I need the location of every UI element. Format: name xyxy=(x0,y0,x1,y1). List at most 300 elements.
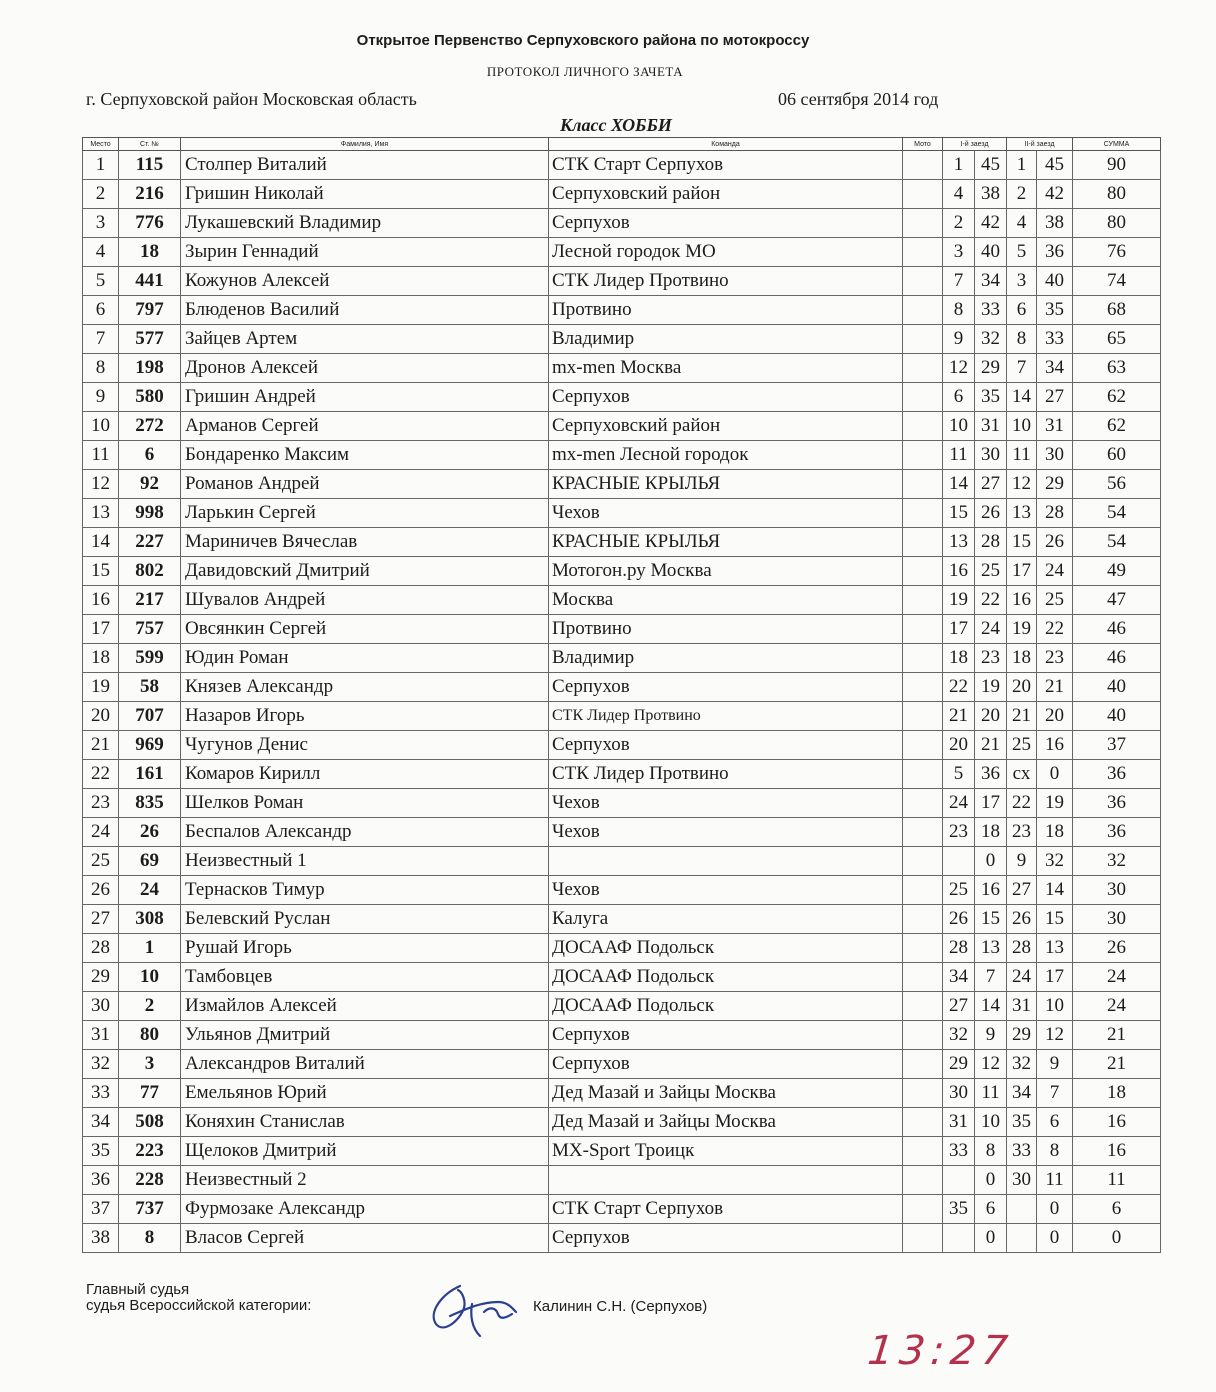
row-team: Серпухов xyxy=(549,1224,903,1253)
row-race2-points: 38 xyxy=(1037,209,1073,238)
row-race2-position: 24 xyxy=(1007,963,1037,992)
row-race1-position: 11 xyxy=(943,441,975,470)
row-start-number: 707 xyxy=(119,702,181,731)
row-start-number: 216 xyxy=(119,180,181,209)
event-title: Открытое Первенство Серпуховского района по мотокроссу xyxy=(356,32,810,49)
row-total: 68 xyxy=(1073,296,1161,325)
row-moto xyxy=(903,441,943,470)
row-moto xyxy=(903,760,943,789)
row-race1-position: 15 xyxy=(943,499,975,528)
row-place: 30 xyxy=(83,992,119,1021)
row-race2-position: 20 xyxy=(1007,673,1037,702)
row-rider-name: Рушай Игорь xyxy=(181,934,549,963)
row-race1-position: 1 xyxy=(943,151,975,180)
row-race1-points: 13 xyxy=(975,934,1007,963)
row-race2-points: 25 xyxy=(1037,586,1073,615)
row-place: 20 xyxy=(83,702,119,731)
row-race1-points: 30 xyxy=(975,441,1007,470)
row-total: 16 xyxy=(1073,1137,1161,1166)
row-race2-points: 19 xyxy=(1037,789,1073,818)
row-rider-name: Беспалов Александр xyxy=(181,818,549,847)
row-race1-points: 12 xyxy=(975,1050,1007,1079)
row-race1-points: 26 xyxy=(975,499,1007,528)
row-race2-points: 36 xyxy=(1037,238,1073,267)
row-place: 36 xyxy=(83,1166,119,1195)
row-race2-points: 27 xyxy=(1037,383,1073,412)
row-race1-points: 11 xyxy=(975,1079,1007,1108)
row-race2-position: 1 xyxy=(1007,151,1037,180)
row-race1-points: 29 xyxy=(975,354,1007,383)
row-race2-position: 9 xyxy=(1007,847,1037,876)
row-start-number: 80 xyxy=(119,1021,181,1050)
row-rider-name: Назаров Игорь xyxy=(181,702,549,731)
row-race1-points: 32 xyxy=(975,325,1007,354)
row-race2-points: 33 xyxy=(1037,325,1073,354)
row-moto xyxy=(903,1079,943,1108)
row-team: Серпуховский район xyxy=(549,180,903,209)
table-row xyxy=(83,1108,1161,1137)
row-total: 30 xyxy=(1073,876,1161,905)
row-rider-name: Мариничев Вячеслав xyxy=(181,528,549,557)
row-place: 28 xyxy=(83,934,119,963)
row-race2-position: 14 xyxy=(1007,383,1037,412)
row-race1-points: 24 xyxy=(975,615,1007,644)
row-race1-position: 2 xyxy=(943,209,975,238)
row-race1-points: 19 xyxy=(975,673,1007,702)
row-moto xyxy=(903,325,943,354)
row-start-number: 228 xyxy=(119,1166,181,1195)
row-team: Дед Мазай и Зайцы Москва xyxy=(549,1108,903,1137)
row-rider-name: Зырин Геннадий xyxy=(181,238,549,267)
row-team: ДОСААФ Подольск xyxy=(549,934,903,963)
row-place: 5 xyxy=(83,267,119,296)
row-race2-position xyxy=(1007,1224,1037,1253)
row-place: 19 xyxy=(83,673,119,702)
row-place: 10 xyxy=(83,412,119,441)
row-race2-position: 21 xyxy=(1007,702,1037,731)
row-race2-position: 31 xyxy=(1007,992,1037,1021)
row-race1-position xyxy=(943,1224,975,1253)
row-place: 9 xyxy=(83,383,119,412)
results-table xyxy=(82,137,1161,1253)
row-rider-name: Коняхин Станислав xyxy=(181,1108,549,1137)
event-place: г. Серпуховской район Московская область xyxy=(86,89,417,109)
row-start-number: 26 xyxy=(119,818,181,847)
row-start-number: 599 xyxy=(119,644,181,673)
table-row xyxy=(83,673,1161,702)
row-moto xyxy=(903,644,943,673)
row-place: 37 xyxy=(83,1195,119,1224)
row-race1-position: 23 xyxy=(943,818,975,847)
table-row xyxy=(83,702,1161,731)
table-row xyxy=(83,847,1161,876)
row-race1-points: 14 xyxy=(975,992,1007,1021)
row-race2-position: 35 xyxy=(1007,1108,1037,1137)
row-race2-position: 13 xyxy=(1007,499,1037,528)
results-body xyxy=(83,151,1161,1253)
table-header-row xyxy=(83,138,1161,151)
row-team xyxy=(549,847,903,876)
row-team: MX-Sport Троицк xyxy=(549,1137,903,1166)
row-total: 74 xyxy=(1073,267,1161,296)
table-row xyxy=(83,1137,1161,1166)
row-start-number: 8 xyxy=(119,1224,181,1253)
row-race1-position xyxy=(943,1166,975,1195)
row-race2-points: 0 xyxy=(1037,1224,1073,1253)
row-moto xyxy=(903,789,943,818)
row-race1-points: 7 xyxy=(975,963,1007,992)
row-moto xyxy=(903,180,943,209)
row-race1-points: 8 xyxy=(975,1137,1007,1166)
row-race2-points: 42 xyxy=(1037,180,1073,209)
table-row xyxy=(83,789,1161,818)
row-team xyxy=(549,1166,903,1195)
row-rider-name: Гришин Николай xyxy=(181,180,549,209)
row-moto xyxy=(903,1195,943,1224)
row-place: 1 xyxy=(83,151,119,180)
row-start-number: 217 xyxy=(119,586,181,615)
row-moto xyxy=(903,412,943,441)
row-race2-points: 8 xyxy=(1037,1137,1073,1166)
row-race2-points: 20 xyxy=(1037,702,1073,731)
row-start-number: 161 xyxy=(119,760,181,789)
row-start-number: 737 xyxy=(119,1195,181,1224)
row-total: 47 xyxy=(1073,586,1161,615)
table-row xyxy=(83,992,1161,1021)
event-date: 06 сентября 2014 год xyxy=(778,89,939,109)
row-team: Серпухов xyxy=(549,1021,903,1050)
row-total: 26 xyxy=(1073,934,1161,963)
row-rider-name: Александров Виталий xyxy=(181,1050,549,1079)
table-row xyxy=(83,615,1161,644)
row-race2-points: 40 xyxy=(1037,267,1073,296)
row-race2-points: 11 xyxy=(1037,1166,1073,1195)
row-race1-points: 15 xyxy=(975,905,1007,934)
row-race1-position: 5 xyxy=(943,760,975,789)
row-moto xyxy=(903,238,943,267)
table-row xyxy=(83,412,1161,441)
row-race2-position: 6 xyxy=(1007,296,1037,325)
row-moto xyxy=(903,557,943,586)
row-place: 29 xyxy=(83,963,119,992)
table-row xyxy=(83,1195,1161,1224)
row-place: 23 xyxy=(83,789,119,818)
row-place: 33 xyxy=(83,1079,119,1108)
row-place: 14 xyxy=(83,528,119,557)
row-start-number: 227 xyxy=(119,528,181,557)
row-team: Чехов xyxy=(549,789,903,818)
row-race1-points: 40 xyxy=(975,238,1007,267)
table-row xyxy=(83,238,1161,267)
table-row xyxy=(83,383,1161,412)
row-race1-position: 8 xyxy=(943,296,975,325)
row-team: КРАСНЫЕ КРЫЛЬЯ xyxy=(549,528,903,557)
row-race2-points: 29 xyxy=(1037,470,1073,499)
row-race1-position: 18 xyxy=(943,644,975,673)
table-row xyxy=(83,557,1161,586)
row-race1-points: 33 xyxy=(975,296,1007,325)
judge-title xyxy=(86,1282,311,1314)
row-rider-name: Бондаренко Максим xyxy=(181,441,549,470)
row-start-number: 441 xyxy=(119,267,181,296)
col-header-name: Фамилия, Имя xyxy=(181,138,549,151)
row-place: 12 xyxy=(83,470,119,499)
row-total: 36 xyxy=(1073,818,1161,847)
row-race2-position: 7 xyxy=(1007,354,1037,383)
table-row xyxy=(83,325,1161,354)
row-total: 21 xyxy=(1073,1021,1161,1050)
row-team: ДОСААФ Подольск xyxy=(549,992,903,1021)
table-row xyxy=(83,934,1161,963)
row-race1-position: 30 xyxy=(943,1079,975,1108)
row-race2-points: 14 xyxy=(1037,876,1073,905)
row-team: Москва xyxy=(549,586,903,615)
row-place: 22 xyxy=(83,760,119,789)
table-row xyxy=(83,586,1161,615)
row-race2-position: 12 xyxy=(1007,470,1037,499)
row-race2-points: 17 xyxy=(1037,963,1073,992)
row-rider-name: Романов Андрей xyxy=(181,470,549,499)
row-total: 65 xyxy=(1073,325,1161,354)
row-start-number: 1 xyxy=(119,934,181,963)
row-race1-position: 24 xyxy=(943,789,975,818)
row-place: 27 xyxy=(83,905,119,934)
row-race2-position: 32 xyxy=(1007,1050,1037,1079)
row-race2-points: 31 xyxy=(1037,412,1073,441)
row-moto xyxy=(903,586,943,615)
row-total: 16 xyxy=(1073,1108,1161,1137)
row-race1-position: 28 xyxy=(943,934,975,963)
row-team: Чехов xyxy=(549,876,903,905)
table-row xyxy=(83,963,1161,992)
row-race2-points: 0 xyxy=(1037,760,1073,789)
table-row xyxy=(83,644,1161,673)
row-race2-position: 2 xyxy=(1007,180,1037,209)
row-team: Серпухов xyxy=(549,673,903,702)
row-team: Серпухов xyxy=(549,209,903,238)
row-race2-position: 11 xyxy=(1007,441,1037,470)
row-place: 25 xyxy=(83,847,119,876)
row-rider-name: Гришин Андрей xyxy=(181,383,549,412)
table-row xyxy=(83,151,1161,180)
table-row xyxy=(83,528,1161,557)
row-moto xyxy=(903,934,943,963)
row-rider-name: Ульянов Дмитрий xyxy=(181,1021,549,1050)
table-row xyxy=(83,1224,1161,1253)
row-moto xyxy=(903,731,943,760)
row-race2-position: 30 xyxy=(1007,1166,1037,1195)
row-race1-position: 12 xyxy=(943,354,975,383)
row-race1-points: 0 xyxy=(975,1166,1007,1195)
row-place: 8 xyxy=(83,354,119,383)
row-rider-name: Блюденов Василий xyxy=(181,296,549,325)
row-rider-name: Щелоков Дмитрий xyxy=(181,1137,549,1166)
row-moto xyxy=(903,209,943,238)
class-label: Класс ХОББИ xyxy=(560,115,672,135)
row-place: 7 xyxy=(83,325,119,354)
row-race2-points: 30 xyxy=(1037,441,1073,470)
row-total: 54 xyxy=(1073,528,1161,557)
row-race2-points: 34 xyxy=(1037,354,1073,383)
row-race2-points: 15 xyxy=(1037,905,1073,934)
row-total: 60 xyxy=(1073,441,1161,470)
row-start-number: 58 xyxy=(119,673,181,702)
row-race1-points: 27 xyxy=(975,470,1007,499)
row-start-number: 969 xyxy=(119,731,181,760)
row-race2-position: 23 xyxy=(1007,818,1037,847)
row-race2-points: 45 xyxy=(1037,151,1073,180)
handwritten-note: 13:27 xyxy=(865,1328,1016,1374)
row-race2-position: 29 xyxy=(1007,1021,1037,1050)
row-start-number: 115 xyxy=(119,151,181,180)
row-team: Калуга xyxy=(549,905,903,934)
row-race1-position: 21 xyxy=(943,702,975,731)
row-race1-position: 33 xyxy=(943,1137,975,1166)
row-start-number: 998 xyxy=(119,499,181,528)
row-start-number: 198 xyxy=(119,354,181,383)
row-race2-position: 34 xyxy=(1007,1079,1037,1108)
row-place: 21 xyxy=(83,731,119,760)
row-race2-points: 16 xyxy=(1037,731,1073,760)
row-place: 4 xyxy=(83,238,119,267)
row-team: СТК Лидер Протвино xyxy=(549,267,903,296)
row-start-number: 69 xyxy=(119,847,181,876)
row-moto xyxy=(903,876,943,905)
row-rider-name: Измайлов Алексей xyxy=(181,992,549,1021)
row-race2-position: 16 xyxy=(1007,586,1037,615)
row-race2-points: 6 xyxy=(1037,1108,1073,1137)
table-row xyxy=(83,731,1161,760)
row-race1-points: 9 xyxy=(975,1021,1007,1050)
table-row xyxy=(83,905,1161,934)
row-total: 40 xyxy=(1073,702,1161,731)
row-rider-name: Белевский Руслан xyxy=(181,905,549,934)
col-header-race1: I-й заезд xyxy=(943,138,1007,151)
table-row xyxy=(83,1166,1161,1195)
row-race1-position: 32 xyxy=(943,1021,975,1050)
row-total: 36 xyxy=(1073,760,1161,789)
row-moto xyxy=(903,151,943,180)
row-race1-points: 28 xyxy=(975,528,1007,557)
row-rider-name: Тамбовцев xyxy=(181,963,549,992)
row-rider-name: Дронов Алексей xyxy=(181,354,549,383)
row-moto xyxy=(903,1050,943,1079)
col-header-sum: СУММА xyxy=(1073,138,1161,151)
row-race2-points: 21 xyxy=(1037,673,1073,702)
row-team: mx-men Лесной городок xyxy=(549,441,903,470)
row-moto xyxy=(903,702,943,731)
row-team: СТК Лидер Протвино xyxy=(549,702,903,731)
row-race2-position: 18 xyxy=(1007,644,1037,673)
row-race1-position: 35 xyxy=(943,1195,975,1224)
row-total: 62 xyxy=(1073,383,1161,412)
row-place: 17 xyxy=(83,615,119,644)
row-place: 24 xyxy=(83,818,119,847)
row-moto xyxy=(903,296,943,325)
row-place: 35 xyxy=(83,1137,119,1166)
judge-title-line1: Главный судья xyxy=(86,1281,190,1298)
row-race1-points: 21 xyxy=(975,731,1007,760)
row-race2-position: сх xyxy=(1007,760,1037,789)
col-header-moto: Мото xyxy=(903,138,943,151)
row-start-number: 776 xyxy=(119,209,181,238)
row-race2-points: 32 xyxy=(1037,847,1073,876)
judge-signature xyxy=(420,1272,530,1342)
row-team: Серпуховский район xyxy=(549,412,903,441)
row-race1-position: 17 xyxy=(943,615,975,644)
row-total: 21 xyxy=(1073,1050,1161,1079)
row-place: 13 xyxy=(83,499,119,528)
judge-name: Калинин С.Н. (Серпухов) xyxy=(533,1298,708,1315)
col-header-team: Команда xyxy=(549,138,903,151)
row-rider-name: Князев Александр xyxy=(181,673,549,702)
row-start-number: 577 xyxy=(119,325,181,354)
row-race2-points: 13 xyxy=(1037,934,1073,963)
row-total: 11 xyxy=(1073,1166,1161,1195)
row-place: 15 xyxy=(83,557,119,586)
table-row xyxy=(83,180,1161,209)
row-race2-points: 22 xyxy=(1037,615,1073,644)
row-team: Владимир xyxy=(549,325,903,354)
row-total: 54 xyxy=(1073,499,1161,528)
row-team: Лесной городок МО xyxy=(549,238,903,267)
row-total: 56 xyxy=(1073,470,1161,499)
row-race1-position: 31 xyxy=(943,1108,975,1137)
row-moto xyxy=(903,354,943,383)
row-rider-name: Чугунов Денис xyxy=(181,731,549,760)
row-race1-position: 9 xyxy=(943,325,975,354)
row-moto xyxy=(903,528,943,557)
row-race1-points: 0 xyxy=(975,847,1007,876)
row-race2-position: 17 xyxy=(1007,557,1037,586)
row-race2-position: 15 xyxy=(1007,528,1037,557)
row-total: 6 xyxy=(1073,1195,1161,1224)
row-rider-name: Шувалов Андрей xyxy=(181,586,549,615)
row-race2-points: 12 xyxy=(1037,1021,1073,1050)
row-team: Протвино xyxy=(549,296,903,325)
row-team: Владимир xyxy=(549,644,903,673)
table-row xyxy=(83,499,1161,528)
row-start-number: 835 xyxy=(119,789,181,818)
row-team: Протвино xyxy=(549,615,903,644)
table-row xyxy=(83,1079,1161,1108)
row-start-number: 802 xyxy=(119,557,181,586)
table-row xyxy=(83,267,1161,296)
row-total: 30 xyxy=(1073,905,1161,934)
row-team: mx-men Москва xyxy=(549,354,903,383)
row-start-number: 3 xyxy=(119,1050,181,1079)
row-race1-points: 25 xyxy=(975,557,1007,586)
row-rider-name: Комаров Кирилл xyxy=(181,760,549,789)
row-race1-points: 22 xyxy=(975,586,1007,615)
row-race1-position: 10 xyxy=(943,412,975,441)
row-total: 62 xyxy=(1073,412,1161,441)
row-place: 38 xyxy=(83,1224,119,1253)
row-total: 0 xyxy=(1073,1224,1161,1253)
row-race2-points: 9 xyxy=(1037,1050,1073,1079)
row-start-number: 10 xyxy=(119,963,181,992)
row-race1-position: 16 xyxy=(943,557,975,586)
row-race2-points: 0 xyxy=(1037,1195,1073,1224)
row-total: 80 xyxy=(1073,209,1161,238)
row-total: 24 xyxy=(1073,992,1161,1021)
row-start-number: 2 xyxy=(119,992,181,1021)
row-rider-name: Емельянов Юрий xyxy=(181,1079,549,1108)
row-place: 34 xyxy=(83,1108,119,1137)
row-race2-points: 7 xyxy=(1037,1079,1073,1108)
row-race1-position xyxy=(943,847,975,876)
row-place: 6 xyxy=(83,296,119,325)
